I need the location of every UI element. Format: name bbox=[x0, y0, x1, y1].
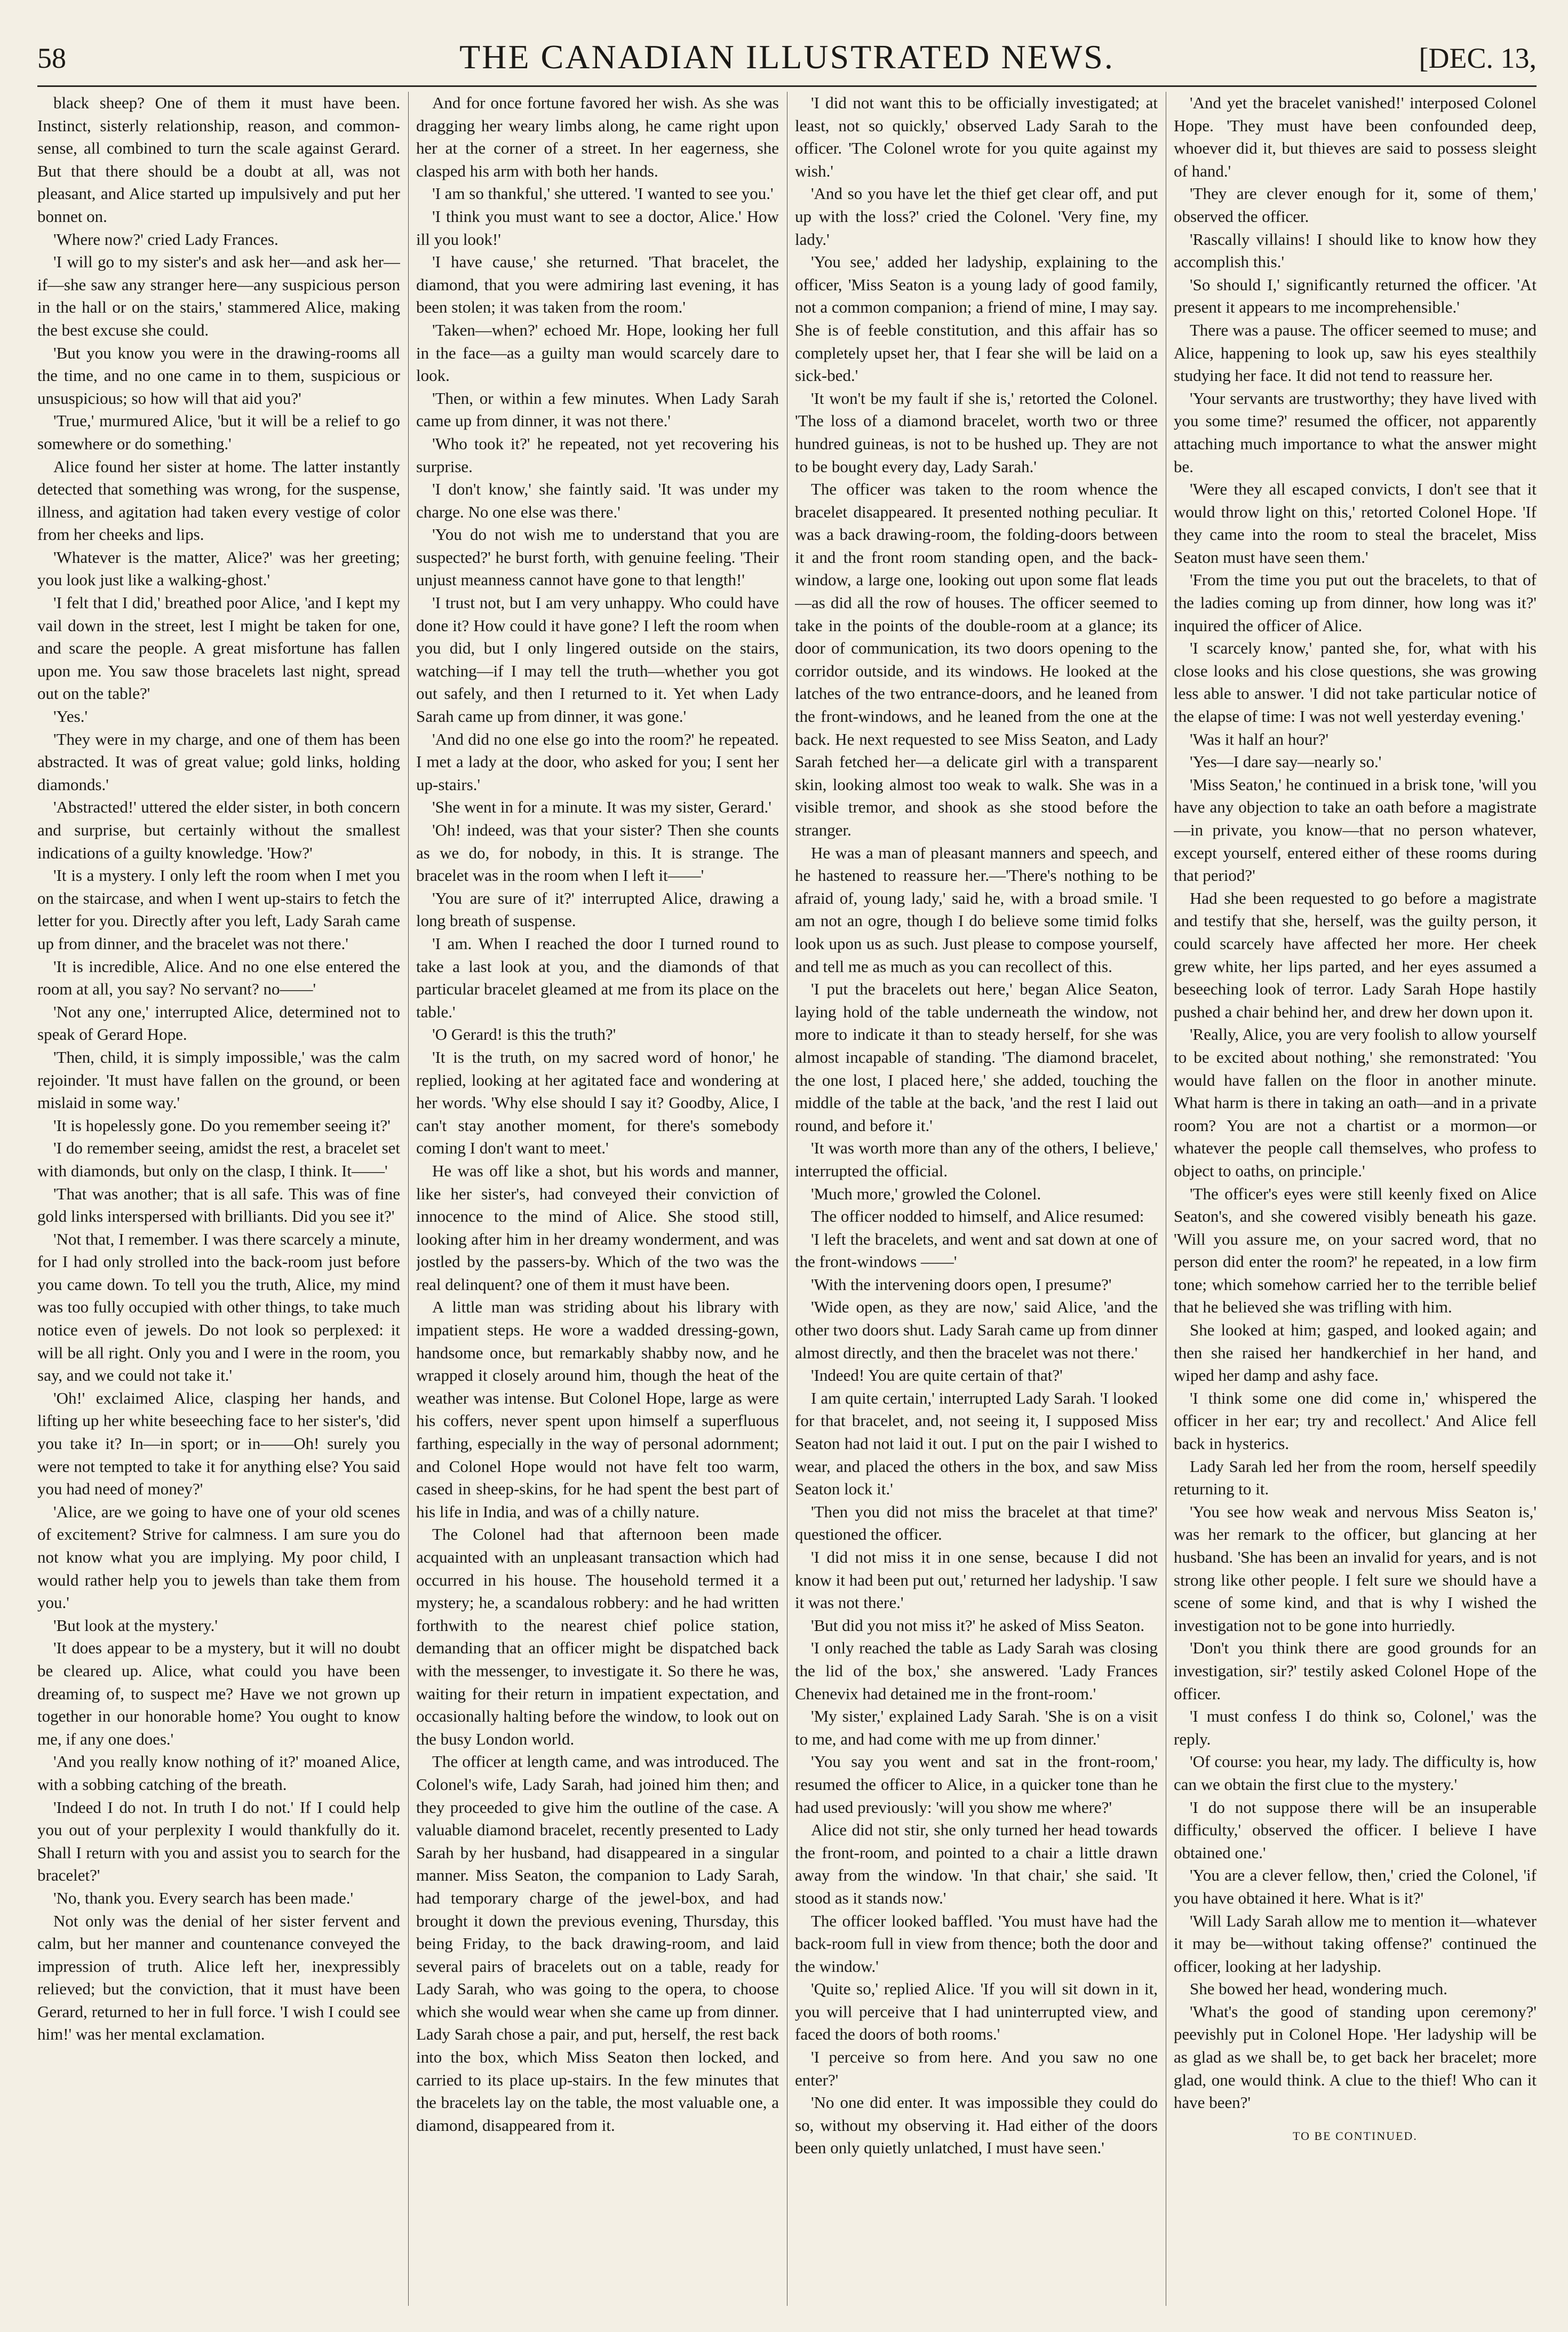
paragraph: 'I left the bracelets, and went and sat down at one of the front-windows ——' bbox=[795, 1229, 1158, 1271]
paragraph: 'Really, Alice, you are very foolish to allow yourself to be excited about nothing,' she remonstrated: 'You would have fallen on the floor in another minute. What harm is there in taking an oath—and in a private room? You are not a chartist or a mormon—or whatever the people call themselves, who profess to object to oaths, on principle.' bbox=[1174, 1025, 1537, 1180]
paragraph: 'Oh! indeed, was that your sister? Then she counts as we do, for nobody, in this. It is strange. The bracelet was in the room when I left it——' bbox=[416, 821, 779, 885]
paragraph: 'I scarcely know,' panted she, for, what with his close looks and his close questions, she was growing less able to answer. 'I did not take particular notice of the elapse of time: I was not well yesterday evening.' bbox=[1174, 639, 1537, 726]
paragraph: 'Indeed! You are quite certain of that?' bbox=[811, 1366, 1063, 1385]
paragraph: 'Taken—when?' echoed Mr. Hope, looking her full in the face—as a guilty man would scarcely dare to look. bbox=[416, 320, 779, 385]
paragraph: 'I trust not, but I am very unhappy. Who could have done it? How could it have gone? I left the room when you did, but I only lingered outside on the stairs, watching—if I may tell the truth—whether you got out safely, and then I returned to it. Yet when Lady Sarah came up from dinner, it was gone.' bbox=[416, 593, 779, 726]
paragraph: 'Who took it?' he repeated, not yet recovering his surprise. bbox=[416, 434, 779, 476]
paragraph: 'They were in my charge, and one of them has been abstracted. It was of great value; gold links, holding diamonds.' bbox=[37, 729, 400, 794]
paragraph: 'Then, child, it is simply impossible,' was the calm rejoinder. 'It must have fallen on the ground, or been mislaid in some way.' bbox=[37, 1047, 400, 1112]
paragraph: 'And so you have let the thief get clear off, and put up with the loss?' cried the Colonel. 'Very fine, my lady.' bbox=[795, 184, 1158, 249]
paragraph: 'I think you must want to see a doctor, Alice.' How ill you look!' bbox=[416, 206, 779, 249]
column-3 bbox=[795, 92, 1158, 2306]
masthead: THE CANADIAN ILLUSTRATED NEWS. bbox=[459, 38, 1115, 76]
paragraph: Had she been requested to go before a magistrate and testify that she, herself, was the guilty person, it could scarcely have affected her more. Her cheek grew white, her lips parted, and her eyes assumed a beseeching look of terror. Lady Sarah Hope hastily pushed a chair behind her, and drew her down upon it. bbox=[1174, 888, 1537, 1021]
column-1 bbox=[37, 92, 400, 2306]
paragraph: 'And you really know nothing of it?' moaned Alice, with a sobbing catching of the breath. bbox=[37, 1752, 400, 1794]
paragraph: Lady Sarah led her from the room, herself speedily returning to it. bbox=[1174, 1456, 1537, 1499]
paragraph: The Colonel had that afternoon been made acquainted with an unpleasant transaction which had occurred in his house. The household termed it a mystery; he, a scandalous robbery: and he had written forthwith to the nearest chief police station, demanding that an officer might be dispatched back with the messenger, to investigate it. So there he was, waiting for their return in impatient expectation, and occasionally halting before the window, to look out on the busy London world. bbox=[416, 1525, 779, 1748]
paragraph: 'I do remember seeing, amidst the rest, a bracelet set with diamonds, but only on the clasp, I think. It——' bbox=[37, 1139, 400, 1180]
paragraph: 'I only reached the table as Lady Sarah was closing the lid of the box,' she answered. 'Lady Frances Chenevix had detained me in the front-room.' bbox=[795, 1638, 1158, 1703]
issue-date: [DEC. 13, bbox=[1419, 42, 1537, 74]
paragraph: 'I don't know,' she faintly said. 'It was under my charge. No one else was there.' bbox=[416, 480, 779, 521]
paragraph: 'Where now?' cried Lady Frances. bbox=[53, 229, 278, 249]
paragraph: 'But did you not miss it?' he asked of Miss Seaton. bbox=[811, 1615, 1145, 1635]
paragraph: And for once fortune favored her wish. As she was dragging her weary limbs along, he came right upon her at the corner of a street. In her eagerness, she clasped his arm with both her hands. bbox=[416, 93, 779, 180]
paragraph: 'Much more,' growled the Colonel. bbox=[811, 1184, 1041, 1203]
paragraph: 'Rascally villains! I should like to know how they accomplish this.' bbox=[1174, 229, 1537, 272]
paragraph: The officer at length came, and was introduced. The Colonel's wife, Lady Sarah, had joined him then; and they proceeded to give him the outline of the case. A valuable diamond bracelet, recently presented to Lady Sarah by her husband, had disappeared in a singular manner. Miss Seaton, the companion to Lady Sarah, had temporary charge of the jewel-box, and had brought it down the previous evening, Thursday, this being Friday, to the back drawing-room, and laid several pairs of bracelets out on a table, ready for Lady Sarah, who was going to the opera, to choose which she would wear when she came up from dinner. Lady Sarah chose a pair, and put, herself, the rest back into the box, which Miss Seaton then locked, and carried to its place up-stairs. In the few minutes that the bracelets lay on the table, the most valuable one, a diamond, disappeared from it. bbox=[416, 1752, 779, 2135]
paragraph: 'It is hopelessly gone. Do you remember seeing it?' bbox=[53, 1116, 391, 1135]
newspaper-page bbox=[37, 21, 1537, 2310]
page-number: 58 bbox=[37, 42, 66, 74]
paragraph: 'With the intervening doors open, I presume?' bbox=[811, 1275, 1112, 1294]
paragraph: 'You do not wish me to understand that you are suspected?' he burst forth, with genuine feeling. 'Their unjust meanness cannot have gone to that length!' bbox=[416, 525, 779, 590]
paragraph: 'You see,' added her ladyship, explaining to the officer, 'Miss Seaton is a young lady of good family, not a common companion; a friend of mine, I may say. She is of feeble constitution, and this affair has so completely upset her, that I fear she will be laid on a sick-bed.' bbox=[795, 252, 1158, 385]
paragraph: 'Miss Seaton,' he continued in a brisk tone, 'will you have any objection to take an oath before a magistrate—in private, you know—that no person whatever, except yourself, entered either of these rooms during that period?' bbox=[1174, 775, 1537, 885]
paragraph: 'You say you went and sat in the front-room,' resumed the officer to Alice, in a quicker tone than he had used previously: 'will you show me where?' bbox=[795, 1752, 1158, 1817]
paragraph: 'It is the truth, on my sacred word of honor,' he replied, looking at her agitated face and wondering at her words. 'Why else should I say it? Goodby, Alice, I can't stay another moment, for there's somebody coming I don't want to meet.' bbox=[416, 1047, 779, 1158]
paragraph: 'No one did enter. It was impossible they could do so, without my observing it. Had either of the doors been only quietly unlatched, I must have seen.' bbox=[795, 2093, 1158, 2158]
paragraph: 'Quite so,' replied Alice. 'If you will sit down in it, you will perceive that I had uninterrupted view, and faced the doors of both rooms.' bbox=[795, 1979, 1158, 2044]
page-header bbox=[37, 21, 1537, 87]
article-columns bbox=[37, 92, 1537, 2306]
paragraph: 'Will Lady Sarah allow me to mention it—whatever it may be—without taking offense?' continued the officer, looking at her ladyship. bbox=[1174, 1911, 1537, 1976]
paragraph: 'So should I,' significantly returned the officer. 'At present it appears to me incomprehensible.' bbox=[1174, 275, 1537, 317]
paragraph: 'O Gerard! is this the truth?' bbox=[432, 1025, 616, 1044]
paragraph: 'She went in for a minute. It was my sister, Gerard.' bbox=[432, 798, 771, 817]
paragraph: 'Alice, are we going to have one of your old scenes of excitement? Strive for calmness. I am sure you do not know what you are implying. My poor child, I would rather help you to jewels than take them from you.' bbox=[37, 1502, 400, 1612]
paragraph: 'Then, or within a few minutes. When Lady Sarah came up from dinner, it was not there.' bbox=[416, 388, 779, 431]
paragraph: 'Don't you think there are good grounds for an investigation, sir?' testily asked Colonel Hope of the officer. bbox=[1174, 1638, 1537, 1703]
paragraph: 'Were they all escaped convicts, I don't see that it would throw light on this,' retorted Colonel Hope. 'If they came into the room to steal the bracelet, Miss Seaton must have seen them.' bbox=[1174, 480, 1537, 567]
paragraph: 'I think some one did come in,' whispered the officer in her ear; try and recollect.' And Alice fell back in hysterics. bbox=[1174, 1388, 1537, 1453]
paragraph: 'Your servants are trustworthy; they have lived with you some time?' resumed the officer, not apparently attaching much importance to what the answer might be. bbox=[1174, 388, 1537, 476]
paragraph: 'I must confess I do think so, Colonel,' was the reply. bbox=[1174, 1707, 1537, 1748]
paragraph: 'Oh!' exclaimed Alice, clasping her hands, and lifting up her white beseeching face to her sister's, 'did you take it? In—in sport; or in——Oh! surely you were not tempted to take it for anything else? You said you had need of money?' bbox=[37, 1388, 400, 1499]
paragraph: 'It was worth more than any of the others, I believe,' interrupted the official. bbox=[795, 1139, 1158, 1180]
paragraph: The officer was taken to the room whence the bracelet disappeared. It presented nothing peculiar. It was a back drawing-room, the folding-doors between it and the front room standing open, and the back-window, a large one, looking out upon some flat leads—as did all the row of houses. The officer seemed to take in the points of the double-room at a glance; its door of communication, its two doors opening to the corridor outside, and its windows. He looked at the latches of the two entrance-doors, and he leaned from the front-windows, and he leaned from the one at the back. He next requested to see Miss Seaton, and Lady Sarah fetched her—a delicate girl with a transparent skin, looking almost too weak to walk. She was in a visible tremor, and shook as she stood before the stranger. bbox=[795, 480, 1158, 839]
paragraph: 'I did not want this to be officially investigated; at least, not so quickly,' observed Lady Sarah to the officer. 'The Colonel wrote for you quite against my wish.' bbox=[795, 93, 1158, 180]
paragraph: 'From the time you put out the bracelets, to that of the ladies coming up from dinner, how long was it?' inquired the officer of Alice. bbox=[1174, 570, 1537, 635]
paragraph: 'And did no one else go into the room?' he repeated. I met a lady at the door, who asked for you; I sent her up-stairs.' bbox=[416, 729, 779, 794]
paragraph: 'The officer's eyes were still keenly fixed on Alice Seaton's, and she cowered visibly beneath his gaze. 'Will you assure me, on your sacred word, that no person did enter the room?' he repeated, in a low firm tone; which somehow carried her to the terrible belief that he believed she was trifling with him. bbox=[1174, 1184, 1537, 1317]
to-be-continued-note: TO BE CONTINUED. bbox=[1293, 2129, 1418, 2143]
paragraph: 'But look at the mystery.' bbox=[53, 1615, 218, 1635]
paragraph: 'They are clever enough for it, some of them,' observed the officer. bbox=[1174, 184, 1537, 226]
paragraph: 'It is incredible, Alice. And no one else entered the room at all, you say? No servant? no——' bbox=[37, 957, 400, 999]
paragraph: black sheep? One of them it must have been. Instinct, sisterly relationship, reason, and common-sense, all combined to turn the scale against Gerard. But that there should be a doubt at all, was not pleasant, and Alice started up impulsively and put her bonnet on. bbox=[37, 93, 400, 226]
paragraph: I am quite certain,' interrupted Lady Sarah. 'I looked for that bracelet, and, not seeing it, I supposed Miss Seaton had not laid it out. I put on the pair I wished to wear, and placed the others in the box, and saw Miss Seaton lock it.' bbox=[795, 1388, 1158, 1499]
paragraph: 'You are a clever fellow, then,' cried the Colonel, 'if you have obtained it here. What is it?' bbox=[1174, 1866, 1537, 1907]
paragraph: Alice found her sister at home. The latter instantly detected that something was wrong, for the suspense, illness, and agitation had taken every vestige of color from her cheeks and lips. bbox=[37, 457, 400, 544]
column-4-paragraphs bbox=[1174, 92, 1537, 2114]
paragraph: 'I will go to my sister's and ask her—and ask her—if—she saw any stranger here—any suspicious person in the hall or on the stairs,' stammered Alice, making the best excuse she could. bbox=[37, 252, 400, 339]
paragraph: 'I felt that I did,' breathed poor Alice, 'and I kept my vail down in the street, lest I might be taken for one, and scare the people. A great misfortune has fallen upon me. You saw those bracelets last night, spread out on the table?' bbox=[37, 593, 400, 703]
paragraph: A little man was striding about his library with impatient steps. He wore a wadded dressing-gown, handsome once, but remarkably shabby now, and he wrapped it closely around him, though the heat of the weather was intense. But Colonel Hope, large as were his coffers, never spent upon himself a superfluous farthing, especially in the way of personal adornment; and Colonel Hope would not have felt too warm, cased in sheep-skins, for he had spent the best part of his life in India, and was of a chilly nature. bbox=[416, 1298, 779, 1521]
paragraph: The officer nodded to himself, and Alice resumed: bbox=[811, 1207, 1144, 1226]
paragraph: 'But you know you were in the drawing-rooms all the time, and no one came in to them, suspicious or unsuspicious; so how will that aid you?' bbox=[37, 343, 400, 408]
paragraph: 'Of course: you hear, my lady. The difficulty is, how can we obtain the first clue to the mystery.' bbox=[1174, 1752, 1537, 1794]
paragraph: 'You are sure of it?' interrupted Alice, drawing a long breath of suspense. bbox=[416, 888, 779, 930]
paragraph: She bowed her head, wondering much. bbox=[1190, 1979, 1447, 1999]
paragraph: 'You see how weak and nervous Miss Seaton is,' was her remark to the officer, but glancing at her husband. 'She has been an invalid for years, and is not strong like other people. I felt sure we should have a scene of some kind, and that is why I wished the investigation not to be gone into hurriedly. bbox=[1174, 1502, 1537, 1635]
paragraph: 'Yes.' bbox=[53, 707, 88, 726]
paragraph: 'It does appear to be a mystery, but it will no doubt be cleared up. Alice, what could you have been dreaming of, to suspect me? Have we not grown up together in our honorable home? You ought to know me, if any one does.' bbox=[37, 1638, 400, 1748]
paragraph: 'Indeed I do not. In truth I do not.' If I could help you out of your perplexity I would thankfully do it. Shall I return with you and assist you to search for the bracelet?' bbox=[37, 1797, 400, 1885]
paragraph: 'I did not miss it in one sense, because I did not know it had been put out,' returned her ladyship. 'I saw it was not there.' bbox=[795, 1548, 1158, 1612]
paragraph: 'It is a mystery. I only left the room when I met you on the staircase, and when I went up-stairs to fetch the letter for you. Directly after you left, Lady Sarah came up from dinner, and the bracelet was not there.' bbox=[37, 866, 400, 953]
paragraph: 'Not any one,' interrupted Alice, determined not to speak of Gerard Hope. bbox=[37, 1002, 400, 1044]
paragraph: There was a pause. The officer seemed to muse; and Alice, happening to look up, saw his eyes stealthily studying her face. It did not tend to reassure her. bbox=[1174, 320, 1537, 385]
paragraph: 'Not that, I remember. I was there scarcely a minute, for I had only strolled into the back-room just before you came down. To tell you the truth, Alice, my mind was too fully occupied with other things, to take much notice even of jewels. Do not look so perplexed: it will be all right. Only you and I were in the room, you say, and we could not take it.' bbox=[37, 1229, 400, 1385]
paragraph: 'My sister,' explained Lady Sarah. 'She is on a visit to me, and had come with me up from dinner.' bbox=[795, 1707, 1158, 1748]
paragraph: 'I do not suppose there will be an insuperable difficulty,' observed the officer. I believe I have obtained one.' bbox=[1174, 1797, 1537, 1862]
paragraph: 'Then you did not miss the bracelet at that time?' questioned the officer. bbox=[795, 1502, 1158, 1544]
paragraph: 'I put the bracelets out here,' began Alice Seaton, laying hold of the table underneath the window, not more to indicate it than to steady herself, for she was almost incapable of standing. 'The diamond bracelet, the one lost, I placed here,' she added, touching the middle of the table at the back, 'and the rest I laid out round, and before it.' bbox=[795, 980, 1158, 1135]
paragraph: 'Was it half an hour?' bbox=[1190, 729, 1329, 749]
paragraph: 'Yes—I dare say—nearly so.' bbox=[1190, 752, 1382, 771]
paragraph: 'That was another; that is all safe. This was of fine gold links interspersed with brilliants. Did you see it?' bbox=[37, 1184, 400, 1226]
paragraph: She looked at him; gasped, and looked again; and then she raised her handkerchief in her hand, and wiped her damp and ashy face. bbox=[1174, 1320, 1537, 1385]
paragraph: He was off like a shot, but his words and manner, like her sister's, had conveyed their conviction of innocence to the mind of Alice. She stood still, looking after him in her dreamy wonderment, and was jostled by the passers-by. Which of the two was the real delinquent? one of them it must have been. bbox=[416, 1161, 779, 1294]
paragraph: 'I am so thankful,' she uttered. 'I wanted to see you.' bbox=[432, 184, 774, 203]
paragraph: 'What's the good of standing upon ceremony?' peevishly put in Colonel Hope. 'Her ladyship will be as glad as we shall be, to get back her bracelet; more glad, one would think. A clue to the thief! Who can it have been?' bbox=[1174, 2002, 1537, 2112]
paragraph: 'And yet the bracelet vanished!' interposed Colonel Hope. 'They must have been confounded deep, whoever did it, but thieves are said to possess sleight of hand.' bbox=[1174, 93, 1537, 180]
paragraph: 'True,' murmured Alice, 'but it will be a relief to go somewhere or do something.' bbox=[37, 411, 400, 453]
paragraph: Alice did not stir, she only turned her head towards the front-room, and pointed to a chair a little drawn away from the window. 'In that chair,' she said. 'It stood as it stands now.' bbox=[795, 1820, 1158, 1907]
paragraph: 'I am. When I reached the door I turned round to take a last look at you, and the diamonds of that particular bracelet gleamed at me from its place on the table.' bbox=[416, 934, 779, 1021]
paragraph: The officer looked baffled. 'You must have had the back-room full in view from thence; both the door and the window.' bbox=[795, 1911, 1158, 1976]
column-2 bbox=[416, 92, 779, 2306]
column-4 bbox=[1174, 92, 1537, 2306]
paragraph: He was a man of pleasant manners and speech, and he hastened to reassure her.—'There's nothing to be afraid of, young lady,' said he, with a broad smile. 'I am not an ogre, though I do believe some timid folks look upon us as such. Just please to compose yourself, and tell me as much as you can recollect of this. bbox=[795, 843, 1158, 976]
column-rule bbox=[408, 92, 409, 2306]
paragraph: 'I perceive so from here. And you saw no one enter?' bbox=[795, 2048, 1158, 2089]
paragraph: 'I have cause,' she returned. 'That bracelet, the diamond, that you were admiring last evening, it has been stolen; it was taken from the room.' bbox=[416, 252, 779, 317]
paragraph: 'Wide open, as they are now,' said Alice, 'and the other two doors shut. Lady Sarah came up from dinner almost directly, and then the bracelet was not there.' bbox=[795, 1298, 1158, 1362]
paragraph: Not only was the denial of her sister fervent and calm, but her manner and countenance conveyed the impression of truth. Alice left her, inexpressibly relieved; but the conviction, that it must have been Gerard, returned to her in full force. 'I wish I could see him!' was her mental exclamation. bbox=[37, 1911, 400, 2044]
paragraph: 'Abstracted!' uttered the elder sister, in both concern and surprise, but certainly without the smallest indications of a guilty knowledge. 'How?' bbox=[37, 798, 400, 862]
paragraph: 'Whatever is the matter, Alice?' was her greeting; you look just like a walking-ghost.' bbox=[37, 547, 400, 590]
paragraph: 'No, thank you. Every search has been made.' bbox=[53, 1888, 354, 1907]
paragraph: 'It won't be my fault if she is,' retorted the Colonel. 'The loss of a diamond bracelet, worth two or three hundred guineas, is not to be hushed up. They are not to be bought every day, Lady Sarah.' bbox=[795, 388, 1158, 476]
